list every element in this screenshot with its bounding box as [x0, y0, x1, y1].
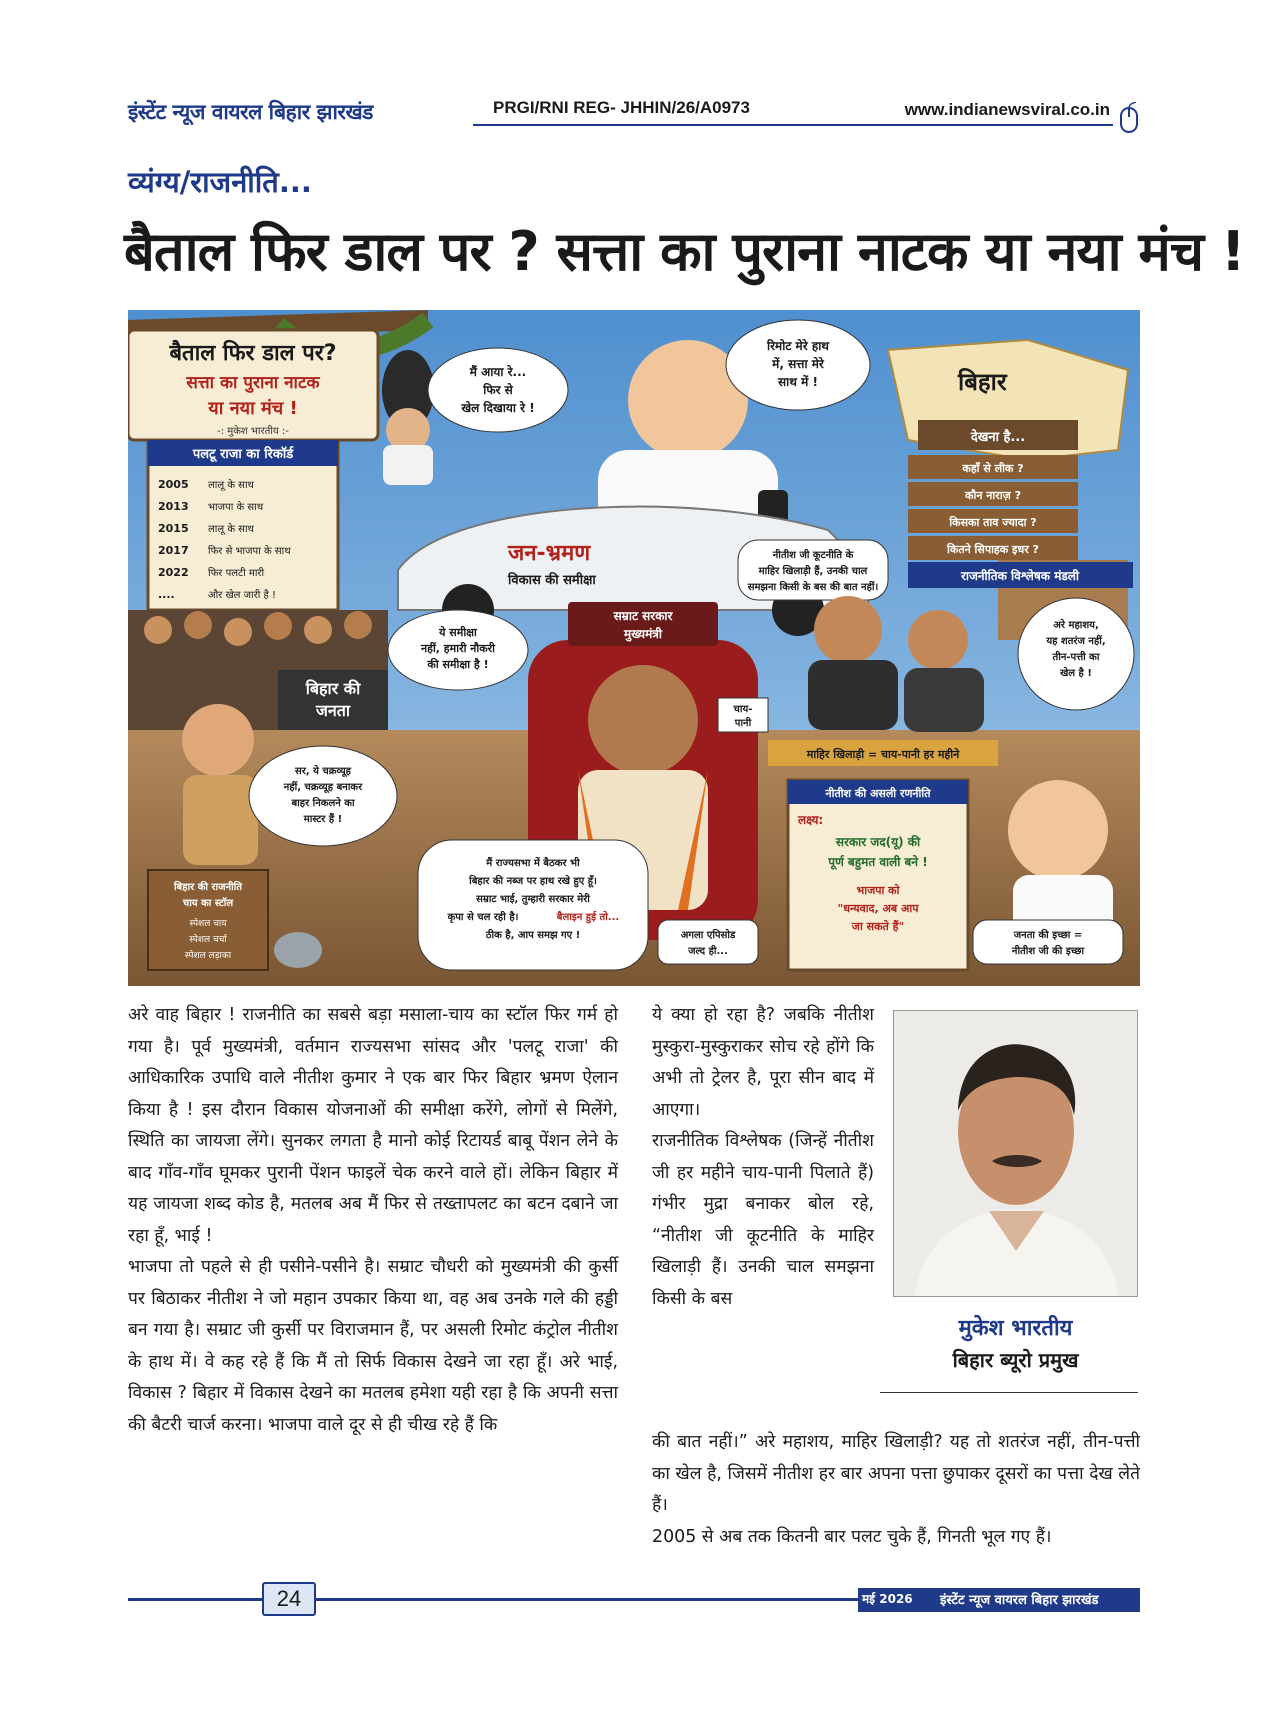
svg-text:खेल दिखाया रे !: खेल दिखाया रे ! [461, 401, 535, 415]
svg-text:फिर से: फिर से [483, 383, 513, 397]
svg-text:जनता: जनता [315, 701, 351, 720]
svg-text:ठीक है, आप समझ गए !: ठीक है, आप समझ गए ! [485, 930, 581, 941]
svg-text:स्पेशल चर्चा: स्पेशल चर्चा [189, 935, 227, 945]
svg-text:स्पेशल लड़ाका: स्पेशल लड़ाका [184, 951, 232, 961]
cm-label [568, 602, 718, 646]
svg-text:2013: 2013 [158, 500, 189, 513]
svg-text:अगला एपिसोड: अगला एपिसोड [680, 930, 736, 941]
website-link[interactable]: www.indianewsviral.co.in [904, 100, 1110, 119]
paltu-record-board [148, 440, 338, 610]
article-column-3 [652, 1427, 1140, 1553]
svg-text:....: .... [158, 588, 175, 601]
svg-text:फिर से भाजपा के साथ: फिर से भाजपा के साथ [208, 546, 291, 557]
svg-text:लक्ष्य:: लक्ष्य: [798, 813, 824, 827]
article-kicker: व्यंग्य/राजनीति... [128, 165, 312, 199]
kettle-icon [274, 932, 322, 968]
svg-text:मैं आया रे...: मैं आया रे... [469, 365, 527, 379]
svg-text:रिमोट मेरे हाथ: रिमोट मेरे हाथ [767, 339, 829, 353]
svg-text:पानी: पानी [734, 718, 752, 729]
svg-text:बाहर निकलने का: बाहर निकलने का [291, 798, 355, 809]
svg-text:किसका ताव ज्यादा ?: किसका ताव ज्यादा ? [949, 516, 1037, 529]
page-number: 24 [262, 1582, 316, 1616]
svg-text:कितने सिपाहक इधर ?: कितने सिपाहक इधर ? [947, 543, 1039, 556]
paragraph: ये क्या हो रहा है? जबकि नीतीश मुस्कुरा-मुस्कुराकर सोच रहे होंगे कि अभी तो ट्रेलर है, पूरा सीन बाद में आएगा। [652, 1005, 874, 1120]
svg-text:बिहार की नब्ज पर हाथ रखे हुए ह: बिहार की नब्ज पर हाथ रखे हुए हूँ। [469, 876, 597, 887]
svg-text:लालू के साथ: लालू के साथ [208, 480, 254, 491]
svg-text:फिर पलटी मारी: फिर पलटी मारी [208, 568, 265, 579]
baital-character [382, 350, 434, 485]
svg-text:अरे महाशय,: अरे महाशय, [1053, 620, 1099, 631]
svg-text:तीन-पत्ती का: तीन-पत्ती का [1052, 652, 1100, 663]
svg-text:और खेल जारी है !: और खेल जारी है ! [208, 590, 277, 601]
article-headline: बैताल फिर डाल पर ? सत्ता का पुराना नाटक या नया मंच ! [124, 220, 1245, 283]
remote-speech-bubble [726, 320, 870, 410]
author-role: बिहार ब्यूरो प्रमुख [952, 1348, 1079, 1372]
mouse-icon [1118, 102, 1140, 134]
svg-text:बिहार की: बिहार की [305, 679, 361, 698]
registration-number: PRGI/RNI REG- JHHIN/26/A0973 [493, 98, 750, 117]
analyst-board [908, 562, 1133, 588]
svg-text:यह शतरंज नहीं,: यह शतरंज नहीं, [1046, 636, 1106, 647]
svg-text:नीतीश जी कूटनीति के: नीतीश जी कूटनीति के [772, 550, 854, 561]
svg-text:2015: 2015 [158, 522, 189, 535]
svg-text:चाय-: चाय- [733, 704, 753, 715]
issue-date: मई 2026 [862, 1592, 913, 1606]
analyst-speech-bubble [738, 540, 888, 600]
svg-text:कृपा से चल रही है।: कृपा से चल रही है। [447, 912, 519, 923]
mahir-banner [768, 740, 998, 766]
cartoon-title-board [128, 330, 378, 440]
svg-text:भाजपा के साथ: भाजपा के साथ [208, 502, 264, 513]
svg-text:माहिर खिलाड़ी हैं, उनकी चाल: माहिर खिलाड़ी हैं, उनकी चाल [758, 566, 868, 577]
author-photo [893, 1010, 1138, 1297]
article-column-1 [128, 1000, 618, 1441]
svg-text:सरकार जद(यू) की: सरकार जद(यू) की [835, 835, 921, 849]
rajyasabha-speech-bubble [418, 840, 648, 970]
car-sign-title: जन-भ्रमण [508, 541, 591, 566]
author-name: मुकेश भारतीय [958, 1316, 1073, 1341]
footer-publication: इंस्टेंट न्यूज वायरल बिहार झारखंड [940, 1593, 1099, 1608]
svg-text:सम्राट भाई, तुम्हारी सरकार मेर: सम्राट भाई, तुम्हारी सरकार मेरी [476, 894, 590, 905]
svg-text:स्पेशल चाय: स्पेशल चाय [189, 919, 227, 929]
svg-text:बैलाइन हुई तो...: बैलाइन हुई तो... [556, 912, 620, 923]
signpost-board [908, 420, 1078, 560]
masthead-rule [473, 124, 1113, 126]
svg-text:कौन नाराज़ ?: कौन नाराज़ ? [965, 489, 1021, 502]
svg-text:समझना किसी के बस की बात नहीं।: समझना किसी के बस की बात नहीं। [747, 582, 879, 593]
svg-text:मास्टर हैं !: मास्टर हैं ! [303, 814, 343, 825]
cartoon-illustration [128, 310, 1140, 986]
svg-text:भाजपा को: भाजपा को [856, 884, 900, 897]
svg-text:में, सत्ता मेरे: में, सत्ता मेरे [772, 357, 824, 371]
svg-text:नीतीश जी की इच्छा: नीतीश जी की इच्छा [1011, 946, 1085, 957]
svg-text:देखना है...: देखना है... [970, 430, 1026, 445]
janta-sign [278, 670, 388, 730]
car-sign-sub: विकास की समीक्षा [508, 573, 596, 588]
svg-text:पलटू राजा का रिकॉर्ड: पलटू राजा का रिकॉर्ड [192, 447, 294, 462]
cartoon-title-3: या नया मंच ! [208, 398, 298, 419]
boy-speech-bubble [249, 746, 397, 846]
paragraph: राजनीतिक विश्लेषक (जिन्हें नीतीश जी हर महीने चाय-पानी पिलाते हैं) गंभीर मुद्रा बनाकर बोल रहे, “नीतीश जी कूटनीति के माहिर खिलाड़ी हैं। उनकी चाल समझना किसी के बस [652, 1131, 874, 1309]
svg-text:नीतीश की असली रणनीति: नीतीश की असली रणनीति [825, 787, 931, 800]
paragraph: भाजपा तो पहले से ही पसीने-पसीने है। सम्राट चौधरी को मुख्यमंत्री की कुर्सी पर बिठाकर नीतीश ने जो महान उपकार किया था, वह अब उनके गले की हड्डी बन गया है। सम्राट जी कुर्सी पर विराजमान हैं, पर असली रिमोट कंट्रोल नीतीश के हाथ में। वे कह रहे हैं कि मैं तो सिर्फ विकास देखने जा रहा हूँ। अरे भाई, विकास ? बिहार में विकास देखने का मतलब हमेशा यही रहा है कि अपनी सत्ता की बैटरी चार्ज करना। भाजपा वाले दूर से ही चीख रहे हैं कि [128, 1257, 618, 1435]
svg-text:बिहार की राजनीति: बिहार की राजनीति [173, 882, 243, 893]
svg-text:चाय का स्टॉल: चाय का स्टॉल [182, 898, 234, 909]
paragraph: 2005 से अब तक कितनी बार पलट चुके हैं, गिनती भूल गए हैं। [652, 1526, 1052, 1547]
strategy-board [788, 780, 968, 970]
svg-text:कहाँ से लीक ?: कहाँ से लीक ? [962, 462, 1024, 475]
paragraph: अरे वाह बिहार ! राजनीति का सबसे बड़ा मसाला-चाय का स्टॉल फिर गर्म हो गया है। पूर्व मुख्यमंत्री, वर्तमान राज्यसभा सांसद और 'पलटू राजा' की आधिकारिक उपाधि वाले नीतीश कुमार ने एक बार फिर बिहार भ्रमण ऐलान किया है ! इस दौरान विकास योजनाओं की समीक्षा करेंगे, लोगों से मिलेंगे, स्थिति का जायजा लेंगे। सुनकर लगता है मानो कोई रिटायर्ड बाबू पेंशन लेने के बाद गाँव-गाँव घूमकर पुरानी पेंशन फाइलें चेक करने वाले हों। लेकिन बिहार में यह जायजा शब्द कोड है, मतलब अब मैं फिर से तख्तापलट का बटन दबाने जा रहा हूँ, भाई ! [128, 1005, 618, 1246]
svg-text:मुख्यमंत्री: मुख्यमंत्री [623, 627, 663, 641]
svg-text:बिहार: बिहार [958, 368, 1007, 396]
article-column-2 [652, 1000, 874, 1315]
svg-text:लालू के साथ: लालू के साथ [208, 524, 254, 535]
svg-text:राजनीतिक विश्लेषक मंडली: राजनीतिक विश्लेषक मंडली [960, 569, 1080, 583]
svg-text:खेल है !: खेल है ! [1060, 668, 1092, 679]
svg-text:साथ में !: साथ में ! [778, 375, 818, 389]
svg-text:ये समीक्षा: ये समीक्षा [439, 626, 477, 639]
svg-text:जनता की इच्छा =: जनता की इच्छा = [1013, 930, 1083, 941]
chai-sign [718, 698, 768, 732]
svg-text:जा सकते हैं": जा सकते हैं" [851, 920, 905, 933]
svg-text:2005: 2005 [158, 478, 189, 491]
svg-text:पूर्ण बहुमत वाली बने !: पूर्ण बहुमत वाली बने ! [828, 855, 928, 869]
baital-speech-bubble [428, 348, 568, 432]
samiksha-speech-bubble [388, 610, 528, 690]
cartoon-byline: -: मुकेश भारतीय :- [217, 426, 289, 437]
svg-text:नहीं, हमारी नौकरी: नहीं, हमारी नौकरी [421, 642, 495, 655]
boy-character [182, 704, 258, 865]
next-episode-sign [658, 920, 758, 964]
svg-text:2017: 2017 [158, 544, 189, 557]
masthead [128, 98, 1140, 134]
svg-text:मैं राज्यसभा में बैठकर भी: मैं राज्यसभा में बैठकर भी [486, 858, 580, 869]
cartoon-title-2: सत्ता का पुराना नाटक [186, 373, 320, 393]
svg-text:सर, ये चक्रव्यूह: सर, ये चक्रव्यूह [295, 766, 351, 777]
svg-text:"धन्यवाद, अब आप: "धन्यवाद, अब आप [837, 902, 919, 915]
author-divider [880, 1392, 1138, 1393]
shatranj-speech-bubble [1018, 598, 1134, 710]
publication-title: इंस्टेंट न्यूज वायरल बिहार झारखंड [128, 100, 373, 124]
svg-text:माहिर खिलाड़ी = चाय-पानी हर मह: माहिर खिलाड़ी = चाय-पानी हर महीने [806, 748, 960, 761]
svg-text:की समीक्षा है !: की समीक्षा है ! [427, 658, 489, 671]
svg-text:जल्द ही...: जल्द ही... [688, 946, 728, 957]
svg-text:2022: 2022 [158, 566, 189, 579]
paragraph: की बात नहीं।” अरे महाशय, माहिर खिलाड़ी? यह तो शतरंज नहीं, तीन-पत्ती का खेल है, जिसमें नीतीश हर बार अपना पत्ता छुपाकर दूसरों का पत्ता देख लेते हैं। [652, 1432, 1140, 1515]
cartoon-title-1: बैताल फिर डाल पर? [169, 341, 337, 366]
svg-text:नहीं, चक्रव्यूह बनाकर: नहीं, चक्रव्यूह बनाकर [283, 782, 363, 793]
svg-text:सम्राट सरकार: सम्राट सरकार [613, 609, 673, 623]
